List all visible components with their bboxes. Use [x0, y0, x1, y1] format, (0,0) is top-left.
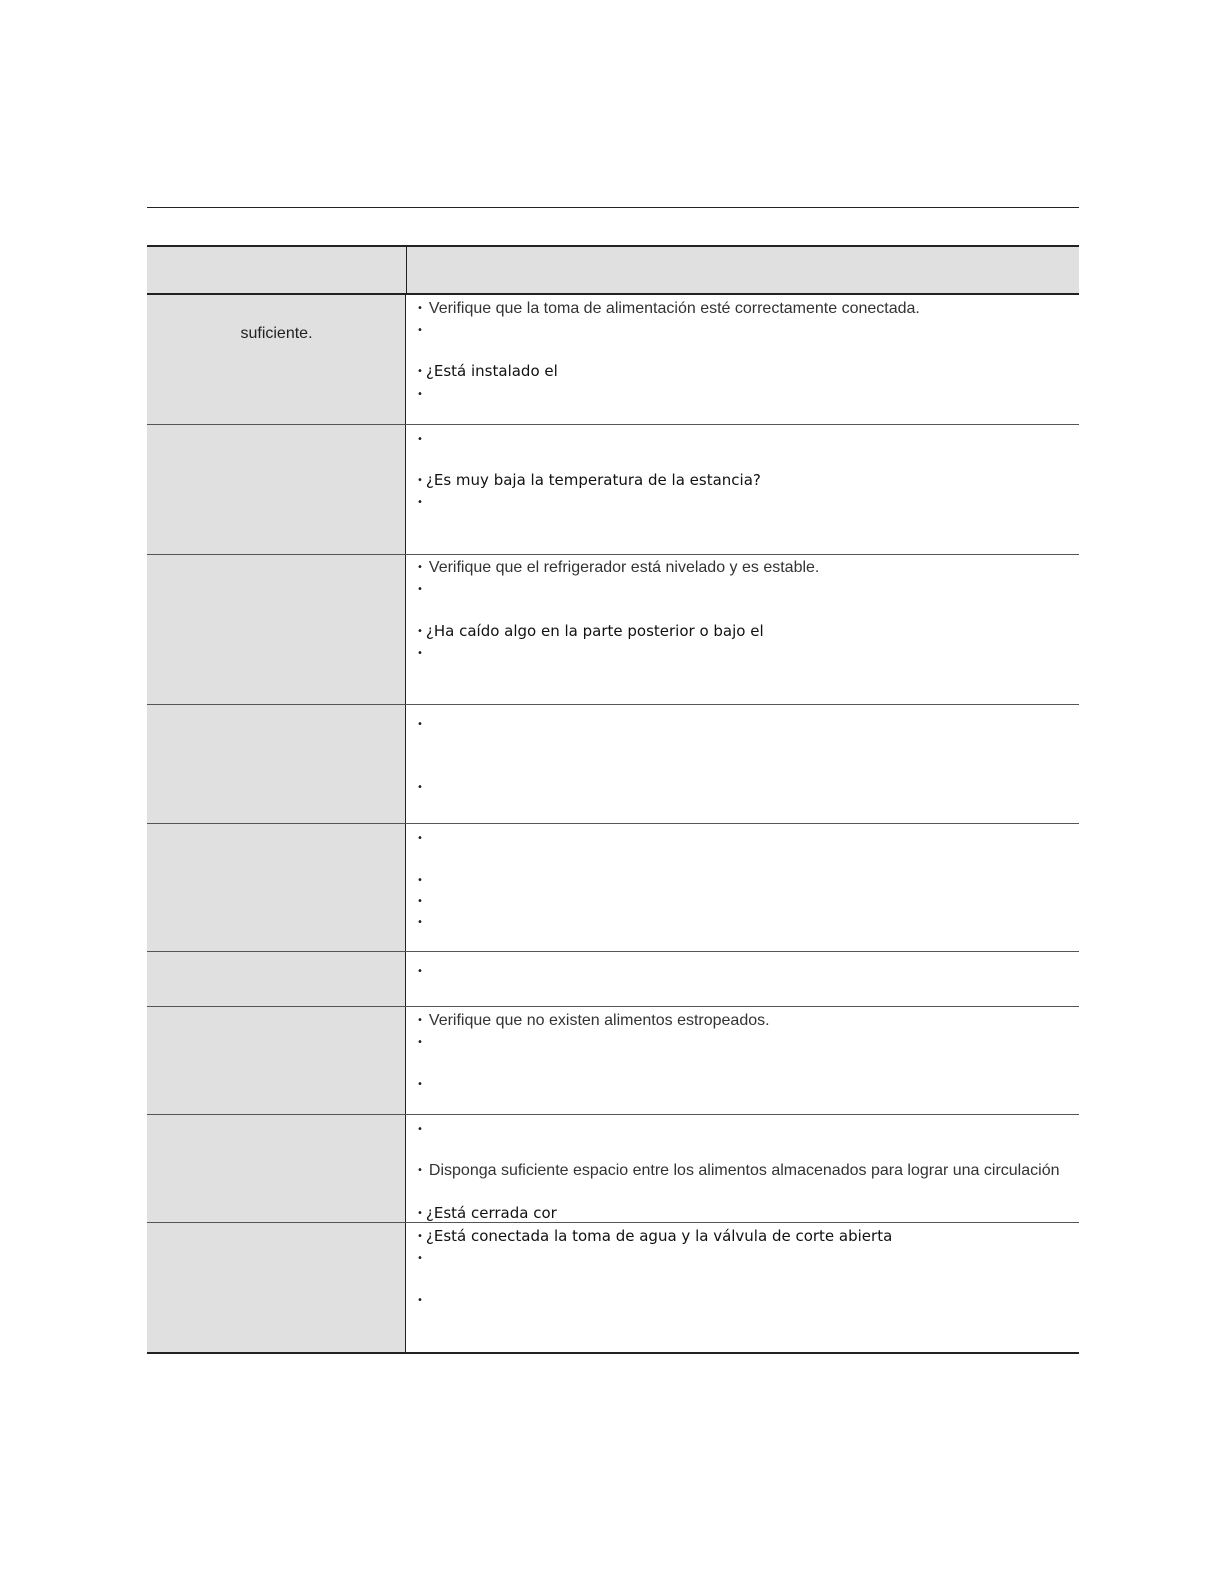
bullet-icon: • [417, 874, 423, 886]
solution-line [417, 714, 429, 735]
bullet-icon: • [417, 1036, 423, 1048]
problem-cell [147, 425, 406, 554]
solution-line [417, 891, 429, 912]
solution-cell [407, 1007, 1079, 1114]
table-row [147, 555, 1079, 705]
solution-cell [407, 1223, 1079, 1352]
solution-line [417, 1119, 429, 1140]
solution-text: Verifique que el refrigerador está nivelado y es estable. [428, 559, 820, 576]
bullet-icon: • [417, 647, 423, 659]
bullet-icon: • [417, 1014, 423, 1026]
solution-line [417, 470, 761, 491]
solution-line [417, 1010, 770, 1031]
problem-cell [147, 952, 406, 1006]
bullet-icon: • [417, 781, 423, 793]
solution-line [417, 1290, 429, 1311]
bullet-icon: • [417, 324, 423, 336]
solution-line [417, 912, 429, 933]
solution-line [417, 870, 429, 891]
problem-cell [147, 555, 406, 704]
problem-cell [147, 1115, 406, 1222]
solution-text: Disponga suficiente espacio entre los alimentos almacenados para lograr una circulación [428, 1162, 1060, 1179]
bullet-icon: • [417, 965, 423, 977]
solution-line [417, 1248, 429, 1269]
table-row [147, 952, 1079, 1007]
bullet-icon: • [417, 474, 423, 486]
solution-line [417, 1160, 1059, 1181]
solution-line [417, 298, 920, 319]
header-column-divider [406, 247, 407, 293]
bullet-icon: • [417, 1164, 423, 1176]
table-row [147, 1115, 1079, 1223]
solution-cell [407, 555, 1079, 704]
solution-line [417, 429, 429, 450]
bullet-icon: • [417, 895, 423, 907]
solution-line [417, 1032, 429, 1053]
solution-text: ¿Es muy baja la temperatura de la estancia? [425, 471, 761, 489]
problem-cell [147, 705, 406, 823]
bullet-icon: • [417, 433, 423, 445]
problem-cell [147, 1007, 406, 1114]
solution-text: ¿Ha caído algo en la parte posterior o bajo el [425, 622, 764, 640]
solution-line [417, 492, 429, 513]
problem-cell [147, 1223, 406, 1352]
bullet-icon: • [417, 583, 423, 595]
table-row [147, 705, 1079, 824]
problem-cell [147, 295, 406, 424]
problem-label: suficiente. [240, 325, 313, 342]
bullet-icon: • [417, 1207, 423, 1219]
bullet-icon: • [417, 1230, 423, 1242]
solution-line [417, 621, 764, 642]
solution-cell [407, 952, 1079, 1006]
solution-line [417, 557, 819, 578]
solution-cell [407, 425, 1079, 554]
bullet-icon: • [417, 388, 423, 400]
table-row [147, 295, 1079, 425]
solution-text: ¿Está instalado el [425, 362, 558, 380]
bullet-icon: • [417, 718, 423, 730]
table-row [147, 425, 1079, 555]
solution-text: ¿Está cerrada cor [425, 1204, 557, 1222]
table-row [147, 1007, 1079, 1115]
solution-line [417, 828, 429, 849]
solution-cell [407, 1115, 1079, 1222]
table-row [147, 1223, 1079, 1354]
solution-line [417, 961, 429, 982]
solution-cell [407, 705, 1079, 823]
top-horizontal-rule [147, 207, 1079, 208]
table-row [147, 824, 1079, 952]
table-header [147, 245, 1079, 295]
bullet-icon: • [417, 302, 423, 314]
solution-text: Verifique que no existen alimentos estropeados. [428, 1012, 770, 1029]
solution-line [417, 1203, 557, 1224]
solution-line [417, 777, 429, 798]
bullet-icon: • [417, 832, 423, 844]
solution-cell [407, 295, 1079, 424]
problem-cell [147, 824, 406, 951]
bullet-icon: • [417, 561, 423, 573]
bullet-icon: • [417, 625, 423, 637]
bullet-icon: • [417, 365, 423, 377]
solution-line [417, 1074, 429, 1095]
solution-line [417, 361, 558, 382]
solution-line [417, 320, 429, 341]
solution-text: Verifique que la toma de alimentación esté correctamente conectada. [428, 300, 920, 317]
solution-text: ¿Está conectada la toma de agua y la válvula de corte abierta [425, 1227, 893, 1245]
bullet-icon: • [417, 1078, 423, 1090]
bullet-icon: • [417, 1123, 423, 1135]
solution-line [417, 643, 429, 664]
solution-line [417, 384, 429, 405]
solution-line [417, 1226, 892, 1247]
bullet-icon: • [417, 1294, 423, 1306]
solution-cell [407, 824, 1079, 951]
bullet-icon: • [417, 496, 423, 508]
bullet-icon: • [417, 1252, 423, 1264]
solution-line [417, 579, 429, 600]
bullet-icon: • [417, 916, 423, 928]
